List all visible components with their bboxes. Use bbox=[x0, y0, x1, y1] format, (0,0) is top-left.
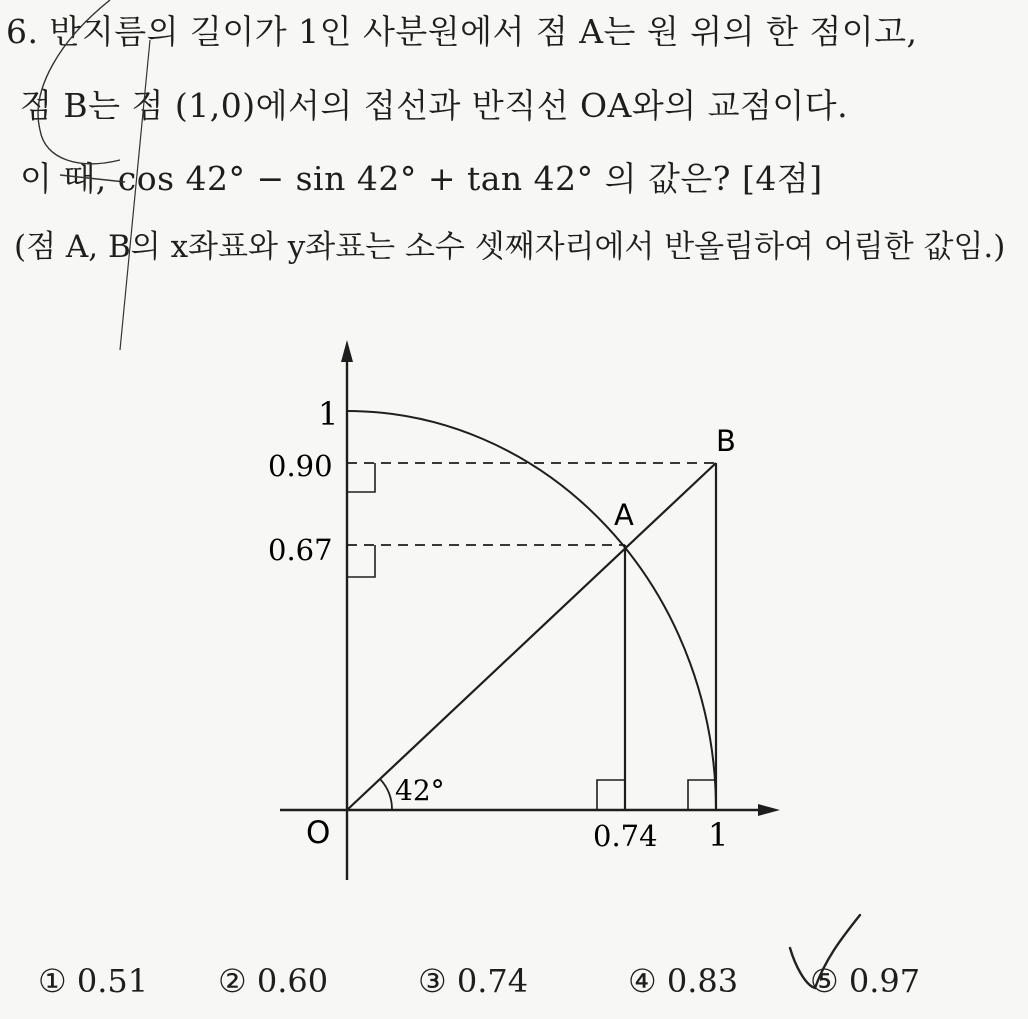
y-axis-label-B: 0.90 bbox=[268, 449, 333, 483]
right-angle-mark-B bbox=[347, 463, 375, 492]
question-line-1: 6. 반지름의 길이가 1인 사분원에서 점 A는 원 위의 한 점이고, bbox=[6, 12, 918, 51]
question-line-3: 이 때, cos 42° − sin 42° + tan 42° 의 값은? [4점] bbox=[20, 159, 823, 198]
right-angle-mark-A bbox=[347, 545, 375, 577]
y-axis-arrow bbox=[341, 340, 353, 362]
point-A-label: A bbox=[614, 498, 634, 532]
x-axis-arrow bbox=[758, 804, 780, 816]
question-line-4: (점 A, B의 x좌표와 y좌표는 소수 셋째자리에서 반올림하여 어림한 값임.) bbox=[14, 229, 1006, 265]
x-axis-label-1: 1 bbox=[708, 816, 729, 854]
choice-5[interactable]: ⑤ 0.97 bbox=[810, 962, 921, 1000]
ray-OB bbox=[347, 463, 716, 810]
choice-4[interactable]: ④ 0.83 bbox=[628, 962, 739, 1000]
angle-label: 42° bbox=[395, 774, 445, 807]
origin-label: O bbox=[306, 815, 331, 851]
quarter-circle-arc bbox=[347, 411, 716, 810]
y-axis-label-1: 1 bbox=[318, 395, 339, 433]
choice-2[interactable]: ② 0.60 bbox=[218, 962, 329, 1000]
point-B-label: B bbox=[716, 424, 736, 458]
choice-3[interactable]: ③ 0.74 bbox=[418, 962, 529, 1000]
angle-arc bbox=[380, 779, 392, 810]
y-axis-label-A: 0.67 bbox=[268, 533, 333, 567]
right-angle-mark-x1 bbox=[597, 780, 625, 810]
right-angle-mark-x2 bbox=[688, 780, 716, 810]
question-line-2: 점 B는 점 (1,0)에서의 접선과 반직선 OA와의 교점이다. bbox=[20, 86, 849, 125]
choice-1[interactable]: ① 0.51 bbox=[38, 962, 149, 1000]
x-axis-label-A: 0.74 bbox=[593, 819, 658, 853]
